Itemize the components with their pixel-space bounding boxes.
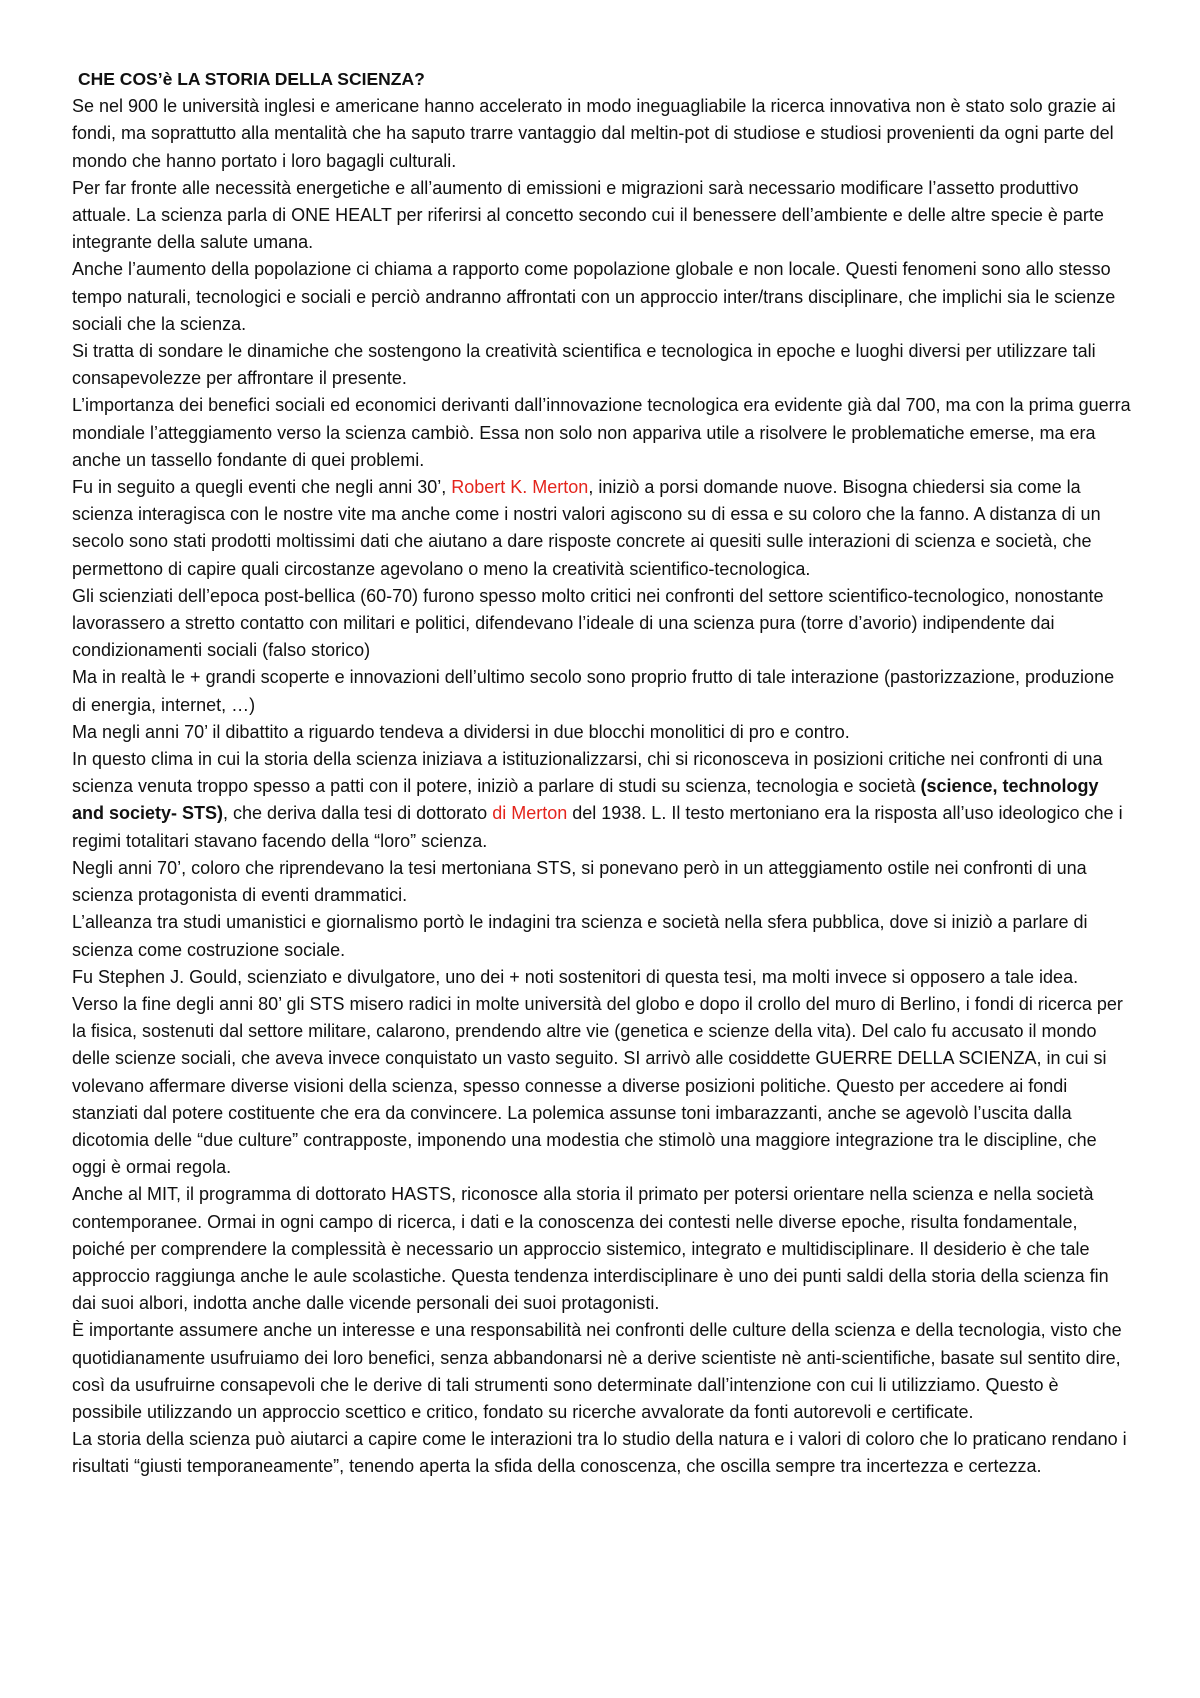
text-run: Negli anni 70’, coloro che riprendevano la tesi mertoniana STS, si ponevano però in un atteggiamento ostile nei confronti di una scienza protagonista di eventi drammatici. [72, 857, 1087, 906]
paragraph [72, 583, 1132, 665]
text-run: In questo clima in cui la storia della scienza iniziava a istituzionalizzarsi, chi si riconosceva in posizioni critiche nei confronti di una scienza venuta troppo spesso a patti con il potere, iniziò a parlare di studi su scienza, tecnologia e società [72, 749, 1103, 797]
paragraph [72, 746, 1132, 855]
text-run: , che deriva dalla tesi di dottorato [223, 803, 493, 824]
text-run: Anche al MIT, il programma di dottorato HASTS, riconosce alla storia il primato per potersi orientare nella scienza e nella società contemporanee. Ormai in ogni campo di ricerca, i dati e la conoscenza dei contesti nelle diverse epoche, risulta fondamentale, poiché per comprendere la complessità è necessario un approccio sistemico, integrato e multidisciplinare. Il desiderio è che tale approccio raggiunga anche le aule scolastiche. Questa tendenza interdisciplinare è uno dei punti saldi della storia della scienza fin dai suoi albori, indotta anche dalle vicende personali dei suoi protagonisti. [72, 1184, 1109, 1314]
text-run: Fu Stephen J. Gould, scienziato e divulgatore, uno dei + noti sostenitori di questa tesi, ma molti invece si opposero a tale idea. [72, 966, 1079, 987]
paragraph [72, 256, 1132, 338]
text-run: Ma in realtà le + grandi scoperte e innovazioni dell’ultimo secolo sono proprio frutto di tale interazione (pastorizzazione, produzione di energia, internet, …) [72, 667, 1115, 715]
document-page [72, 66, 1132, 1481]
text-run: , iniziò a porsi domande nuove. Bisogna chiedersi sia come la scienza interagisca con le nostre vite ma anche come i nostri valori agiscono su di essa e su coloro che la fanno. A distanza di un secolo sono stati prodotti moltissimi dati che aiutano a dare risposte concrete ai quesiti sulle interazioni di scienza e società, che permettono di capire quali circostanze agevolano o meno la creatività scientifico-tecnologica. [72, 477, 1101, 579]
paragraph [72, 392, 1132, 474]
text-run: Si tratta di sondare le dinamiche che sostengono la creatività scientifica e tecnologica in epoche e luoghi diversi per utilizzare tali consapevolezze per affrontare il presente. [72, 341, 1096, 389]
paragraph [72, 719, 1132, 746]
text-run: La storia della scienza può aiutarci a capire come le interazioni tra lo studio della natura e i valori di coloro che lo praticano rendano i risultati “giusti temporaneamente”, tenendo aperta la sfida della conoscenza, che oscilla sempre tra incertezza e certezza. [72, 1429, 1127, 1477]
paragraph [72, 664, 1132, 718]
text-run: È importante assumere anche un interesse e una responsabilità nei confronti delle culture della scienza e della tecnologia, visto che quotidianamente usufruiamo dei loro benefici, senza abbandonarsi nè a derive scientiste nè anti-scientifiche, basate sul sentito dire, così da usufruirne consapevoli che le derive di tali strumenti sono determinate dall’intenzione con cui li utilizziamo. Questo è possibile utilizzando un approccio scettico e critico, fondato su ricerche avvalorate da fonti autorevoli e certificate. [72, 1320, 1122, 1422]
highlighted-name: di Merton [492, 803, 568, 824]
highlighted-name: Robert K. Merton [451, 477, 589, 498]
text-run: del 1938. L. Il testo mertoniano era la risposta all’uso ideologico che i regimi totalitari stavano facendo della “loro” scienza. [72, 803, 1123, 851]
paragraph [72, 964, 1132, 991]
text-run: Se nel 900 le università inglesi e americane hanno accelerato in modo ineguagliabile la ricerca innovativa non è stato solo grazie ai fondi, ma soprattutto alla mentalità che ha saputo trarre vantaggio dal meltin-pot di studiose e studiosi provenienti da ogni parte del mondo che hanno portato i loro bagagli culturali. [72, 96, 1116, 171]
text-run: Fu in seguito a quegli eventi che negli anni 30’, [72, 477, 452, 498]
text-run: Ma negli anni 70’ il dibattito a riguardo tendeva a dividersi in due blocchi monolitici di pro e contro. [72, 721, 850, 742]
paragraph [72, 1317, 1132, 1426]
paragraph [72, 991, 1132, 1181]
text-run: Anche l’aumento della popolazione ci chiama a rapporto come popolazione globale e non locale. Questi fenomeni sono allo stesso tempo naturali, tecnologici e sociali e perciò andranno affrontati con un approccio inter/trans disciplinare, che implichi sia le scienze sociali che la scienza. [72, 259, 1116, 334]
paragraph [72, 855, 1132, 909]
text-run: L’importanza dei benefici sociali ed economici derivanti dall’innovazione tecnologica era evidente già dal 700, ma con la prima guerra mondiale l’atteggiamento verso la scienza cambiò. Essa non solo non appariva utile a risolvere le problematiche emerse, ma era anche un tassello fondante di quei problemi. [72, 395, 1131, 470]
paragraph [72, 93, 1132, 175]
text-run: Gli scienziati dell’epoca post-bellica (60-70) furono spesso molto critici nei confronti del settore scientifico-tecnologico, nonostante lavorassero a stretto contatto con militari e politici, difendevano l’ideale di una scienza pura (torre d’avorio) indipendente dai condizionamenti sociali (falso storico) [72, 585, 1104, 661]
paragraph [72, 474, 1132, 583]
paragraph [72, 1181, 1132, 1317]
paragraph [72, 909, 1132, 963]
paragraph [72, 1426, 1132, 1480]
text-run: Per far fronte alle necessità energetiche e all’aumento di emissioni e migrazioni sarà necessario modificare l’assetto produttivo attuale. La scienza parla di ONE HEALT per riferirsi al concetto secondo cui il benessere dell’ambiente e delle altre specie è parte integrante della salute umana. [72, 177, 1104, 253]
paragraph [72, 338, 1132, 392]
text-run: Verso la fine degli anni 80’ gli STS misero radici in molte università del globo e dopo il crollo del muro di Berlino, i fondi di ricerca per la fisica, sostenuti dal settore militare, calarono, prendendo altre vie (genetica e scienze della vita). Del calo fu accusato il mondo delle scienze sociali, che aveva invece conquistato un vasto seguito. SI arrivò alle cosiddette GUERRE DELLA SCIENZA, in cui si volevano affermare diverse visioni della scienza, spesso connesse a diverse posizioni politiche. Questo per accedere ai fondi stanziati dal potere costituente che era da convincere. La polemica assunse toni imbarazzanti, anche se agevolò l’uscita dalla dicotomia delle “due culture” contrapposte, imponendo una modestia che stimolò una maggiore integrazione tra le discipline, che oggi è ormai regola. [72, 993, 1123, 1178]
document-title: CHE COS’è LA STORIA DELLA SCIENZA? [78, 69, 425, 89]
bold-text: (science, technology and society- STS) [72, 776, 1099, 824]
paragraph [72, 175, 1132, 257]
document-body [72, 93, 1132, 1480]
text-run: L’alleanza tra studi umanistici e giornalismo portò le indagini tra scienza e società nella sfera pubblica, dove si iniziò a parlare di scienza come costruzione sociale. [72, 912, 1088, 960]
